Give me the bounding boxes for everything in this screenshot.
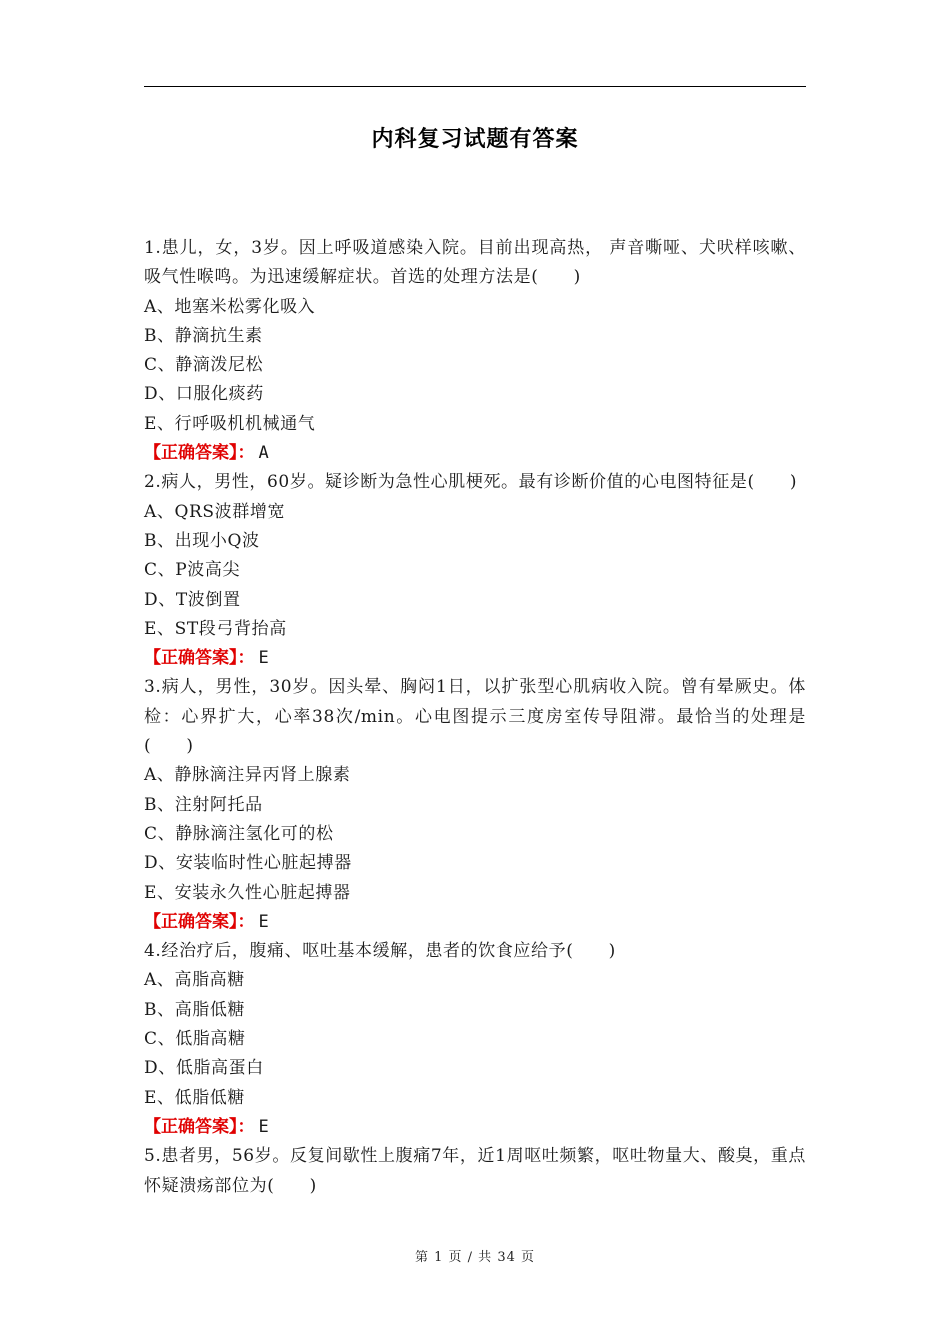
option-c: C、静滴泼尼松 bbox=[144, 355, 264, 376]
answer-label: 【正确答案】： bbox=[144, 911, 255, 932]
option-c: C、P波高尖 bbox=[144, 560, 241, 581]
option-d: D、T波倒置 bbox=[144, 589, 241, 610]
option-e: E、行呼吸机机械通气 bbox=[144, 413, 316, 434]
header-rule bbox=[144, 86, 806, 87]
option-b: B、高脂低糖 bbox=[144, 999, 246, 1020]
option-a: A、QRS波群增宽 bbox=[144, 501, 286, 522]
option-a: A、地塞米松雾化吸入 bbox=[144, 296, 316, 317]
question-stem: 1.患儿，女，3岁。因上呼吸道感染入院。目前出现高热， 声音嘶哑、犬吠样咳嗽、吸气性喉鸣。为迅速缓解症状。首选的处理方法是( ) bbox=[144, 238, 806, 288]
question-1 bbox=[144, 234, 806, 468]
option-b: B、注射阿托品 bbox=[144, 794, 263, 815]
answer-value: A bbox=[258, 443, 269, 464]
question-stem: 2.病人，男性，60岁。疑诊断为急性心肌梗死。最有诊断价值的心电图特征是( ) bbox=[144, 472, 798, 493]
question-3 bbox=[144, 673, 806, 937]
correct-answer bbox=[144, 908, 806, 937]
question-4 bbox=[144, 937, 806, 1142]
question-stem: 4.经治疗后，腹痛、呕吐基本缓解，患者的饮食应给予( ) bbox=[144, 941, 616, 962]
option-c: C、静脉滴注氢化可的松 bbox=[144, 823, 334, 844]
answer-value: E bbox=[258, 1116, 269, 1137]
option-a: A、静脉滴注异丙肾上腺素 bbox=[144, 765, 351, 786]
option-a: A、高脂高糖 bbox=[144, 970, 245, 991]
answer-label: 【正确答案】： bbox=[144, 648, 255, 669]
option-e: E、ST段弓背抬高 bbox=[144, 618, 287, 639]
option-b: B、出现小Q波 bbox=[144, 530, 260, 551]
question-stem: 3.病人，男性，30岁。因头晕、胸闷1日，以扩张型心肌病收入院。曾有晕厥史。体检：心界扩大，心率38次/min。心电图提示三度房室传导阻滞。最恰当的处理是( ) bbox=[144, 677, 806, 757]
correct-answer bbox=[144, 1113, 806, 1142]
option-d: D、低脂高蛋白 bbox=[144, 1058, 264, 1079]
option-d: D、安装临时性心脏起搏器 bbox=[144, 853, 352, 874]
option-e: E、低脂低糖 bbox=[144, 1087, 246, 1108]
option-d: D、口服化痰药 bbox=[144, 384, 264, 405]
question-list bbox=[144, 234, 806, 1201]
answer-value: E bbox=[258, 648, 269, 669]
option-c: C、低脂高糖 bbox=[144, 1029, 246, 1050]
correct-answer bbox=[144, 644, 806, 673]
answer-label: 【正确答案】： bbox=[144, 443, 255, 464]
answer-label: 【正确答案】： bbox=[144, 1116, 255, 1137]
correct-answer bbox=[144, 439, 806, 468]
question-2 bbox=[144, 468, 806, 673]
answer-value: E bbox=[258, 911, 269, 932]
page-footer: 第 1 页 / 共 34 页 bbox=[415, 1250, 535, 1265]
page-title: 内科复习试题有答案 bbox=[371, 127, 579, 152]
question-5 bbox=[144, 1142, 806, 1201]
option-e: E、安装永久性心脏起搏器 bbox=[144, 882, 351, 903]
option-b: B、静滴抗生素 bbox=[144, 325, 263, 346]
question-stem: 5.患者男，56岁。反复间歇性上腹痛7年，近1周呕吐频繁，呕吐物量大、酸臭，重点怀疑溃疡部位为( ) bbox=[144, 1146, 806, 1196]
